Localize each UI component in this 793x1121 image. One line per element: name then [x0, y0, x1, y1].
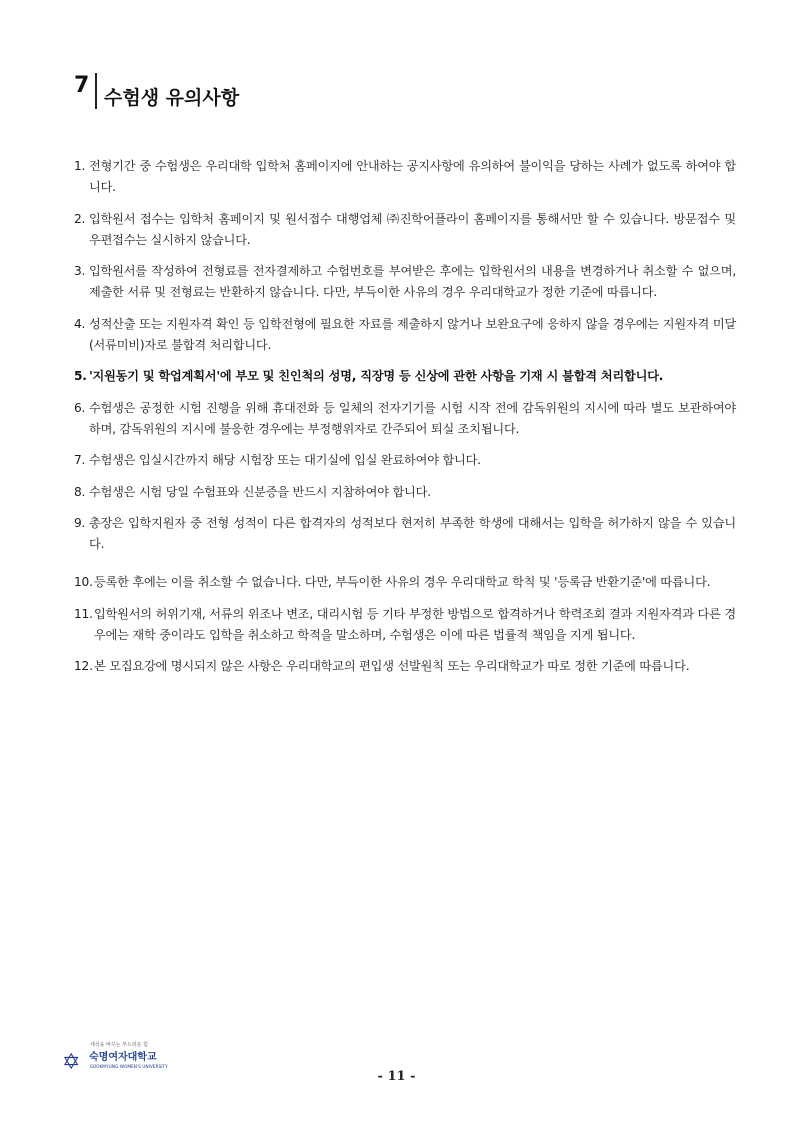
item-number: 8. [74, 484, 86, 499]
list-item [74, 656, 736, 677]
section-number: 7 [74, 73, 90, 98]
item-number: 11. [74, 606, 93, 621]
list-item [74, 604, 736, 646]
item-number: 3. [74, 264, 86, 278]
list-item [74, 209, 736, 251]
section-divider [95, 73, 97, 109]
logo-english-name: SOOKMYUNG WOMEN'S UNIVERSITY [90, 1065, 168, 1070]
item-text: 수험생은 공정한 시험 진행을 위해 휴대전화 등 일체의 전자기기를 시험 시작 전에 감독위원의 지시에 따라 별도 보관하여야 하며, 감독위원의 지시에 불응한 경우에는 부정행위자로 간주되어 퇴실 조치됩니다. [89, 400, 736, 436]
list-item [74, 156, 736, 198]
section-title: 수험생 유의사항 [104, 87, 240, 109]
logo-name: 숙명여자대학교 [89, 1052, 157, 1063]
list-item [74, 314, 736, 356]
item-text: 전형기간 중 수험생은 우리대학 입학처 홈페이지에 안내하는 공지사항에 유의하여 불이익을 당하는 사례가 없도록 하여야 합니다. [89, 159, 736, 194]
list-item [74, 450, 736, 471]
page-number: - 11 - [377, 1069, 416, 1084]
list-item [74, 261, 736, 303]
star-emblem-icon: ✡ [62, 1050, 81, 1075]
item-number: 6. [74, 400, 86, 415]
item-text: 수험생은 입실시간까지 해당 시험장 또는 대기실에 입실 완료하여야 합니다. [89, 453, 481, 467]
notice-list [74, 156, 736, 677]
list-item-emphasized [74, 366, 736, 387]
item-text: 입학원서의 허위기재, 서류의 위조나 변조, 대리시험 등 기타 부정한 방법으로 합격하거나 학력조회 결과 지원자격과 다른 경우에는 재학 중이라도 입학을 취소하고 학적을 말소하며, 수험생은 이에 따른 법률적 책임을 지게 됩니다. [94, 606, 736, 642]
logo-tagline: 세상을 바꾸는 부드러운 힘 [90, 1042, 148, 1048]
item-text: 성적산출 또는 지원자격 확인 등 입학전형에 필요한 자료를 제출하지 않거나 보완요구에 응하지 않을 경우에는 지원자격 미달(서류미비)자로 불합격 처리합니다. [89, 316, 736, 352]
item-number: 9. [74, 516, 86, 530]
item-text: 총장은 입학지원자 중 전형 성적이 다른 합격자의 성적보다 현저히 부족한 학생에 대해서는 입학을 허가하지 않을 수 있습니다. [89, 516, 736, 551]
list-item [74, 513, 736, 555]
list-item [74, 572, 736, 593]
item-number: 12. [74, 659, 93, 673]
item-number: 2. [74, 211, 86, 226]
item-text: 본 모집요강에 명시되지 않은 사항은 우리대학교의 편입생 선발원칙 또는 우리대학교가 따로 정한 기준에 따릅니다. [94, 659, 690, 673]
list-item [74, 482, 736, 503]
item-text: 입학원서 접수는 입학처 홈페이지 및 원서접수 대행업체 ㈜진학어플라이 홈페이지를 통해서만 할 수 있습니다. 방문접수 및 우편접수는 실시하지 않습니다. [89, 211, 736, 247]
item-number: 4. [74, 316, 86, 331]
item-text: 입학원서를 작성하여 전형료를 전자결제하고 수험번호를 부여받은 후에는 입학원서의 내용을 변경하거나 취소할 수 없으며, 제출한 서류 및 전형료는 반환하지 않습니다. 다만, 부득이한 사유의 경우 우리대학교가 정한 기준에 따릅니다. [89, 264, 736, 299]
item-number: 5. [74, 369, 87, 383]
item-text: 수험생은 시험 당일 수험표와 신분증을 반드시 지참하여야 합니다. [89, 484, 431, 499]
list-item [74, 398, 736, 440]
item-number: 1. [74, 159, 86, 173]
item-text: '지원동기 및 학업계획서'에 부모 및 친인척의 성명, 직장명 등 신상에 관한 사항을 기재 시 불합격 처리합니다. [89, 369, 664, 383]
item-number: 10. [74, 575, 93, 589]
item-number: 7. [74, 453, 86, 467]
item-text: 등록한 후에는 이를 취소할 수 없습니다. 다만, 부득이한 사유의 경우 우리대학교 학칙 및 '등록금 반환기준'에 따릅니다. [94, 575, 711, 589]
